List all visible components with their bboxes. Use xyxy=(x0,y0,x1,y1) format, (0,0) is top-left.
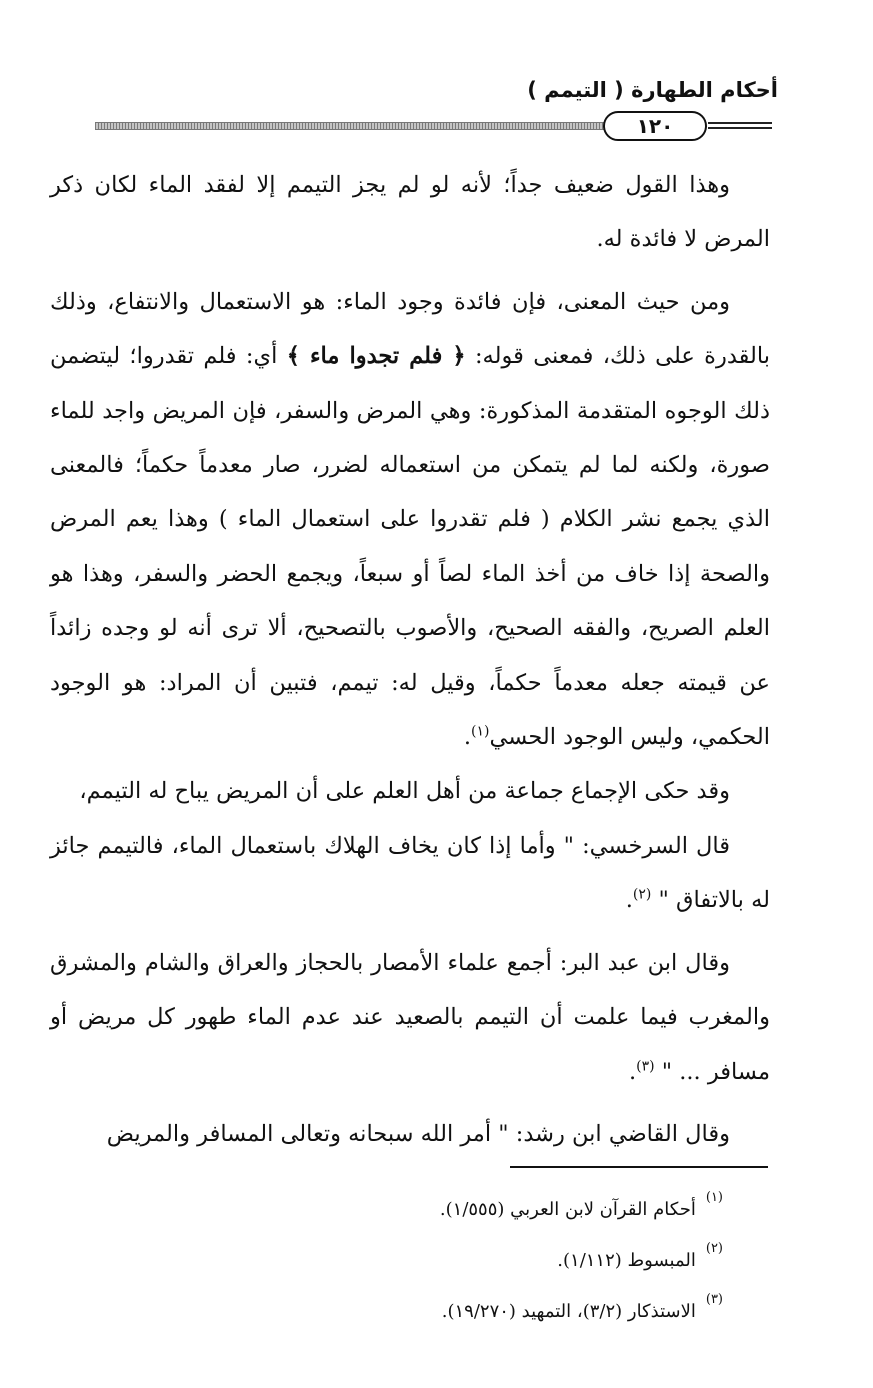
paragraph-5-end: . xyxy=(628,1058,637,1085)
paragraph-1: وهذا القول ضعيف جداً؛ لأنه لو لم يجز التيمم إلا لفقد الماء لكان ذكر المرض لا فائدة له. xyxy=(50,172,770,253)
paragraph-4-text: قال السرخسي: " وأما إذا كان يخاف الهلاك باستعمال الماء، فالتيمم جائز له بالاتفاق " xyxy=(50,832,770,914)
paragraph-4 xyxy=(50,819,770,928)
page-header xyxy=(0,0,873,140)
footnote-2 xyxy=(123,1235,723,1286)
footnote-text: المبسوط (١/١١٢). xyxy=(557,1250,696,1271)
quran-quote: ﴿ فلم تجدوا ماء ﴾ xyxy=(286,343,466,370)
footnote-marker: (٢) xyxy=(705,1241,723,1256)
footnote-divider xyxy=(510,1166,768,1168)
paragraph-2-text-rest: أي: فلم تقدروا؛ ليتضمن ذلك الوجوه المتقدمة المذكورة: وهي المرض والسفر، فإن المريض واجد للماء صورة، ولكنه لما لم يتمكن من استعماله لضرر، صار معدماً حكماً؛ فالمعنى الذي يجمع نشر الكلام ( فلم تقدروا على استعمال الماء ) وهذا يعم المرض والصحة إذا خاف من أخذ الماء لصاً أو سبعاً، ويجمع الحضر والسفر، وهذا هو العلم الصريح، والفقه الصحيح، والأصوب بالتصحيح، ألا ترى أنه لو وجده زائداً عن قيمته جعله معدماً حكماً، وقيل له: تيمم، فتبين أن المراد: هو الوجود الحكمي، وليس الوجود الحسي xyxy=(50,343,770,751)
footnote-1 xyxy=(123,1184,723,1235)
header-rule-double-bottom xyxy=(708,127,772,129)
footnote-reference-1[interactable]: (١) xyxy=(471,723,490,740)
main-text xyxy=(50,158,770,1161)
header-rule-decorative xyxy=(95,122,605,130)
paragraph-2-text-start: ومن حيث المعنى، فإن فائدة وجود الماء: هو الاستعمال والانتفاع، وذلك بالقدرة على ذلك، فمعنى قوله: xyxy=(50,288,770,370)
page-number: ١٢٠ xyxy=(603,111,707,141)
paragraph-5-text: وقال ابن عبد البر: أجمع علماء الأمصار بالحجاز والعراق والشام والمشرق والمغرب فيما علمت أن التيمم بالصعيد عند عدم الماء طهور كل مريض أو مسافر ... " xyxy=(50,949,770,1085)
paragraph-5 xyxy=(50,936,770,1099)
paragraph-2-end: . xyxy=(463,724,472,751)
header-rule-double-top xyxy=(708,122,772,124)
footnote-reference-3[interactable]: (٣) xyxy=(636,1058,655,1074)
paragraph-6: وقال القاضي ابن رشد: " أمر الله سبحانه وتعالى المسافر والمريض xyxy=(106,1120,730,1147)
footnote-text: الاستذكار (٣/٢)، التمهيد (١٩/٢٧٠). xyxy=(441,1301,696,1322)
paragraph-2 xyxy=(50,275,770,765)
footnote-3 xyxy=(123,1286,723,1337)
paragraph-4-end: . xyxy=(625,887,633,914)
footnote-marker: (٣) xyxy=(705,1292,723,1307)
running-title: أحكام الطهارة ( التيمم ) xyxy=(527,78,778,102)
footnotes xyxy=(123,1184,723,1337)
footnote-marker: (١) xyxy=(705,1190,723,1205)
paragraph-3: وقد حكى الإجماع جماعة من أهل العلم على أن المريض يباح له التيمم، xyxy=(79,778,730,805)
footnote-text: أحكام القرآن لابن العربي (١/٥٥٥). xyxy=(439,1199,696,1220)
footnote-reference-2[interactable]: (٢) xyxy=(632,886,652,903)
